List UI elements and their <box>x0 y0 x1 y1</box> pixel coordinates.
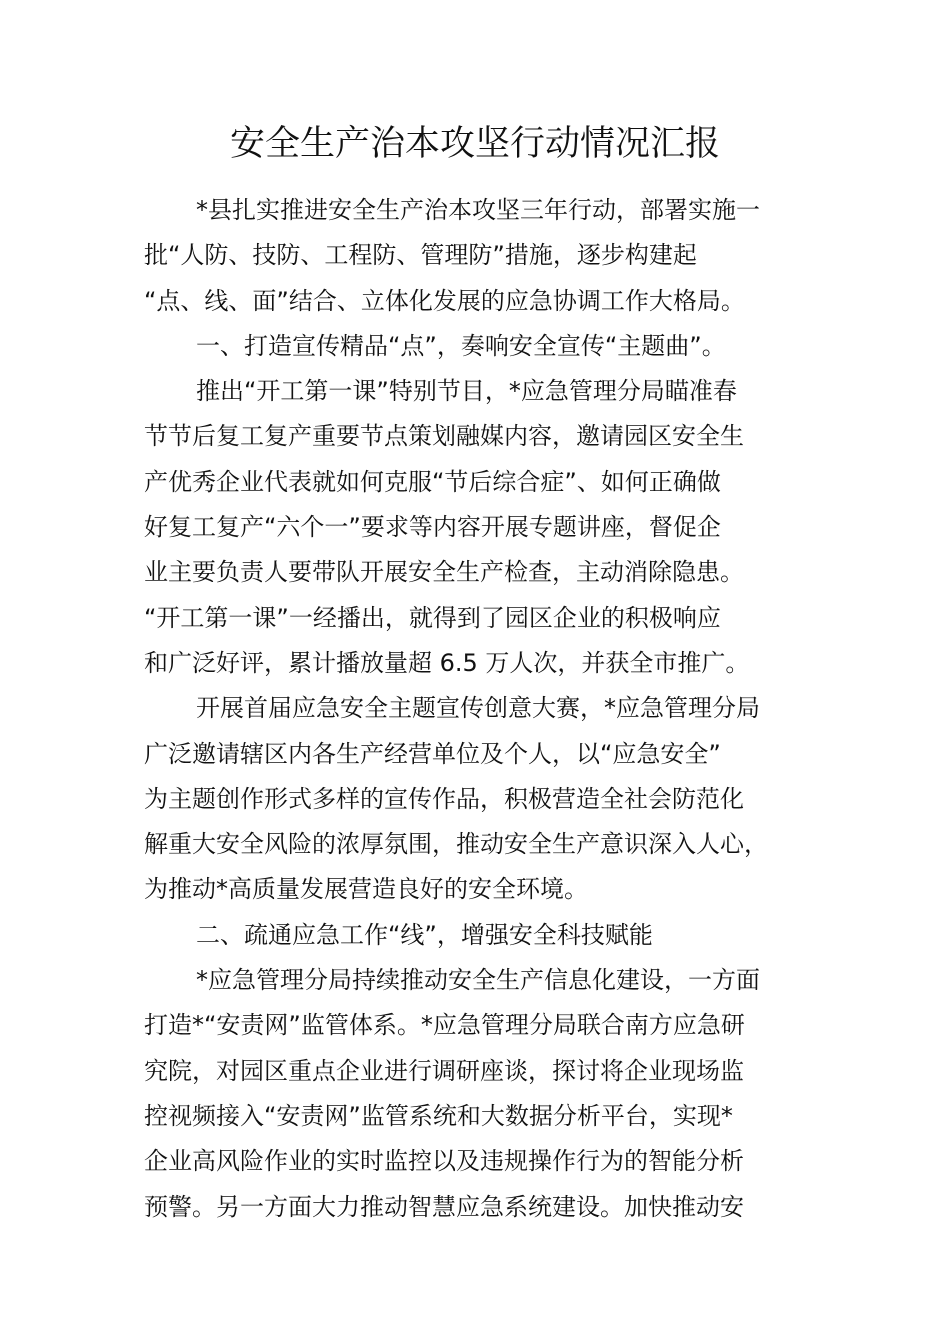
text-line: 为推动*高质量发展营造良好的安全环境。 <box>144 875 588 904</box>
text-line: 广泛邀请辖区内各生产经营单位及个人，以“应急安全” <box>144 739 721 768</box>
text-line: 企业高风险作业的实时监控以及违规操作行为的智能分析 <box>144 1147 744 1176</box>
text-line: 打造*“安责网”监管体系。*应急管理分局联合南方应急研 <box>144 1011 745 1040</box>
text-line: 好复工复产“六个一”要求等内容开展专题讲座，督促企 <box>144 513 721 542</box>
text-line: 二、疏通应急工作“线”，增强安全科技赋能 <box>196 920 653 949</box>
text-line: 推出“开工第一课”特别节目，*应急管理分局瞄准春 <box>196 377 737 406</box>
text-line: 业主要负责人要带队开展安全生产检查，主动消除隐患。 <box>144 558 744 587</box>
text-line: “开工第一课”一经播出，就得到了园区企业的积极响应 <box>144 603 721 632</box>
text-line: 节节后复工复产重要节点策划融媒内容，邀请园区安全生 <box>144 422 744 451</box>
document-body <box>144 188 804 1230</box>
text-line: “点、线、面”结合、立体化发展的应急协调工作大格局。 <box>144 286 745 315</box>
text-line: 产优秀企业代表就如何克服“节后综合症”、如何正确做 <box>144 467 721 496</box>
text-line: 一、打造宣传精品“点”，奏响安全宣传“主题曲”。 <box>196 331 726 360</box>
document-title: 安全生产治本攻坚行动情况汇报 <box>229 124 720 164</box>
text-line: 解重大安全风险的浓厚氛围，推动安全生产意识深入人心， <box>144 830 768 859</box>
text-line: 和广泛好评，累计播放量超 6.5 万人次，并获全市推广。 <box>144 648 750 677</box>
text-line: 为主题创作形式多样的宣传作品，积极营造全社会防范化 <box>144 784 744 813</box>
text-line: 批“人防、技防、工程防、管理防”措施，逐步构建起 <box>144 241 697 270</box>
text-line: 究院，对园区重点企业进行调研座谈，探讨将企业现场监 <box>144 1056 744 1085</box>
text-line: 预警。另一方面大力推动智慧应急系统建设。加快推动安 <box>144 1192 744 1221</box>
text-line: 开展首届应急安全主题宣传创意大赛，*应急管理分局 <box>196 694 760 723</box>
text-line: 控视频接入“安责网”监管系统和大数据分析平台，实现* <box>144 1101 733 1130</box>
text-line: *应急管理分局持续推动安全生产信息化建设，一方面 <box>196 966 760 995</box>
text-line: *县扎实推进安全生产治本攻坚三年行动，部署实施一 <box>196 196 760 224</box>
